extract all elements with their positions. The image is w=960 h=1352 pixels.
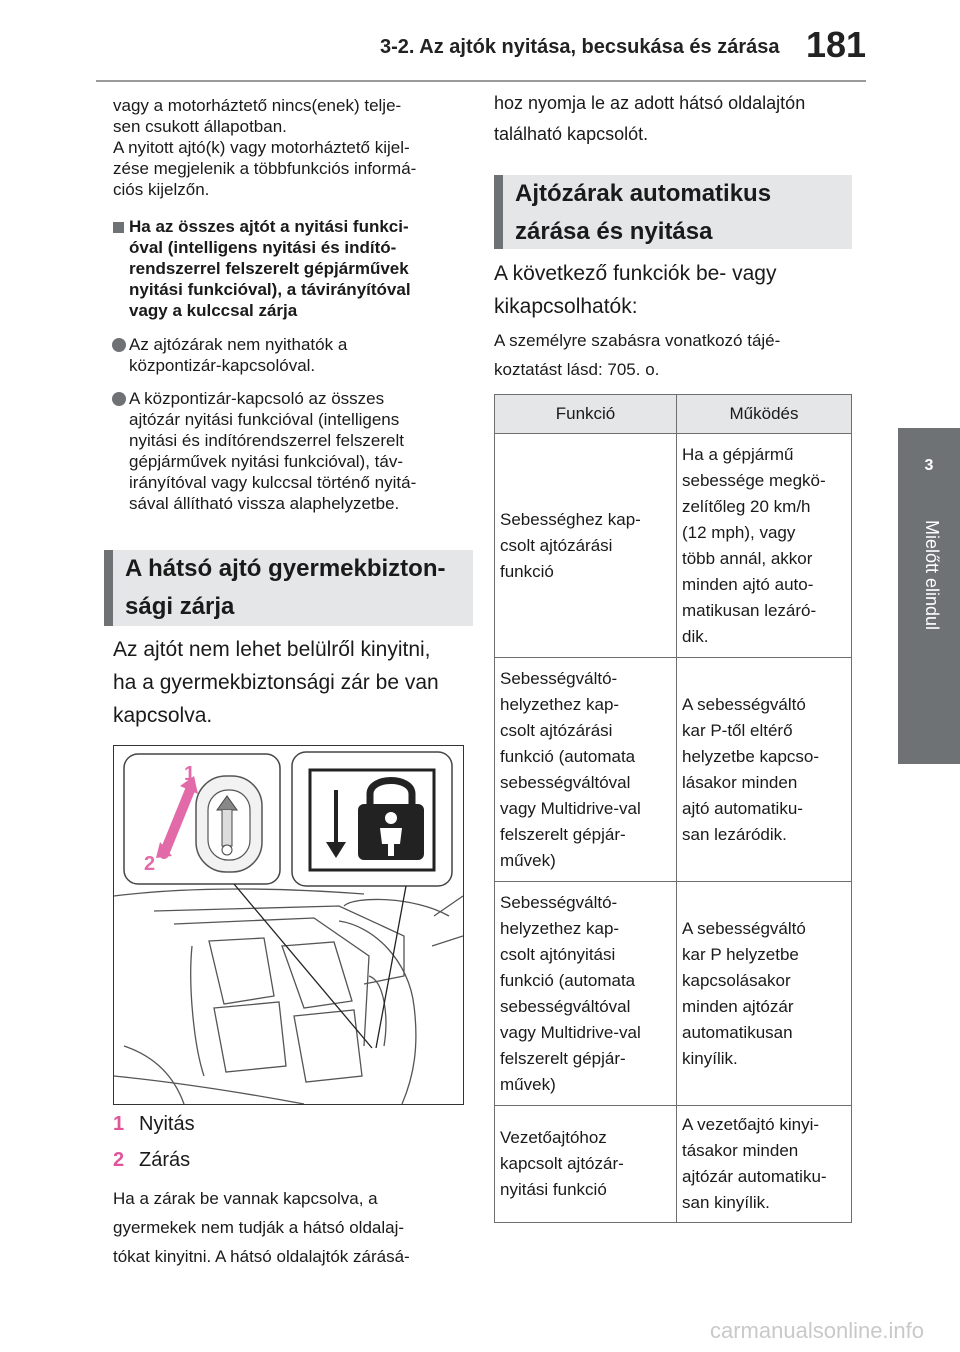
table-cell-operation: A vezetőajtó kinyi- tásakor minden ajtózár automatiku- san kinyílik.	[677, 1106, 852, 1223]
column-header-function: Funkció	[495, 395, 677, 434]
function-table	[494, 394, 852, 1223]
bullet-item: A központizár-kapcsoló az összes ajtózár nyitási funkcióval (intelligens nyitási és indítórendszerrel felszerelt gépjárművek nyitási funkcióval), táv- irányítóval vagy kulccsal történő nyitá- sával állítható vissza alaphelyzetbe.	[129, 389, 417, 513]
customization-note: A személyre szabásra vonatkozó tájé- koztatást lásd: 705. o.	[494, 331, 781, 379]
table-row	[495, 434, 852, 658]
chapter-tab-label: Mielőtt elindul	[922, 520, 942, 631]
column-header-operation: Működés	[677, 395, 852, 434]
page-number: 181	[806, 24, 867, 65]
bullet-item: Az ajtózárak nem nyithatók a központizár-kapcsolóval.	[129, 335, 348, 375]
chapter-tab-number: 3	[898, 428, 960, 504]
table-cell-function: Vezetőajtóhoz kapcsolt ajtózár- nyitási funkció	[495, 1106, 677, 1223]
round-bullet-icon	[112, 392, 126, 406]
section-heading-auto-lock: Ajtózárak automatikus zárása és nyitása	[494, 175, 852, 249]
table-row	[495, 658, 852, 882]
section-heading-child-lock: A hátsó ajtó gyermekbizton- sági zárja	[104, 550, 473, 626]
callout-1: 1	[184, 763, 196, 785]
header-title: 3-2. Az ajtók nyitása, becsukása és zárása	[380, 36, 780, 58]
lock-condition-heading: Ha az összes ajtót a nyitási funkci- óval (intelligens nyitási és indító- rendszerrel felszerelt gépjárművek nyitási funkcióval), a távirányítóval vagy a kulccsal zárja	[129, 217, 411, 320]
table-cell-operation: A sebességváltó kar P-től eltérő helyzetbe kapcso- lásakor minden ajtó automatiku- san lezáródik.	[677, 658, 852, 882]
watermark: carmanualsonline.info	[710, 1318, 925, 1343]
callout-2: 2	[144, 853, 156, 875]
legend-text-open: Nyitás	[139, 1113, 195, 1135]
legend-num-2: 2	[113, 1149, 125, 1171]
square-bullet-icon	[113, 222, 124, 233]
child-lock-figure-svg	[114, 746, 463, 1104]
table-row	[495, 1106, 852, 1223]
table-cell-operation: Ha a gépjármű sebessége megkö- zelítőleg 20 km/h (12 mph), vagy több annál, akkor minden ajtó auto- matikusan lezáró- dik.	[677, 434, 852, 658]
table-cell-function: Sebességváltó- helyzethez kap- csolt ajtózárási funkció (automata sebességváltóval vagy Multidrive-val felszerelt gépjár- művek)	[495, 658, 677, 882]
child-lock-note: Ha a zárak be vannak kapcsolva, a gyermekek nem tudják a hátsó oldalaj- tókat kinyitni. A hátsó oldalajtók zárásá-	[113, 1189, 410, 1266]
child-lock-illustration	[113, 745, 464, 1105]
table-cell-function: Sebességhez kap- csolt ajtózárási funkció	[495, 434, 677, 658]
table-cell-function: Sebességváltó- helyzethez kap- csolt ajtónyitási funkció (automata sebességváltóval vagy Multidrive-val felszerelt gépjár- művek)	[495, 882, 677, 1106]
table-header-row	[495, 395, 852, 434]
legend-num-1: 1	[113, 1113, 125, 1135]
child-lock-description: Az ajtót nem lehet belülről kinyitni, ha a gyermekbiztonsági zár be van kapcsolva.	[113, 638, 439, 727]
continued-paragraph: hoz nyomja le az adott hátsó oldalajtón található kapcsolót.	[494, 93, 806, 144]
table-row	[495, 882, 852, 1106]
legend-text-close: Zárás	[139, 1149, 191, 1171]
header-rule	[96, 80, 866, 82]
table-cell-operation: A sebességváltó kar P helyzetbe kapcsolásakor minden ajtózár automatikusan kinyílik.	[677, 882, 852, 1106]
auto-lock-description: A következő funkciók be- vagy kikapcsolhatók:	[494, 262, 777, 318]
intro-paragraph: vagy a motorháztető nincs(enek) telje- sen csukott állapotban. A nyitott ajtó(k) vagy motorháztető kijel- zése megjelenik a többfunkciós informá- ciós kijelzőn.	[113, 96, 417, 199]
round-bullet-icon	[112, 338, 126, 352]
